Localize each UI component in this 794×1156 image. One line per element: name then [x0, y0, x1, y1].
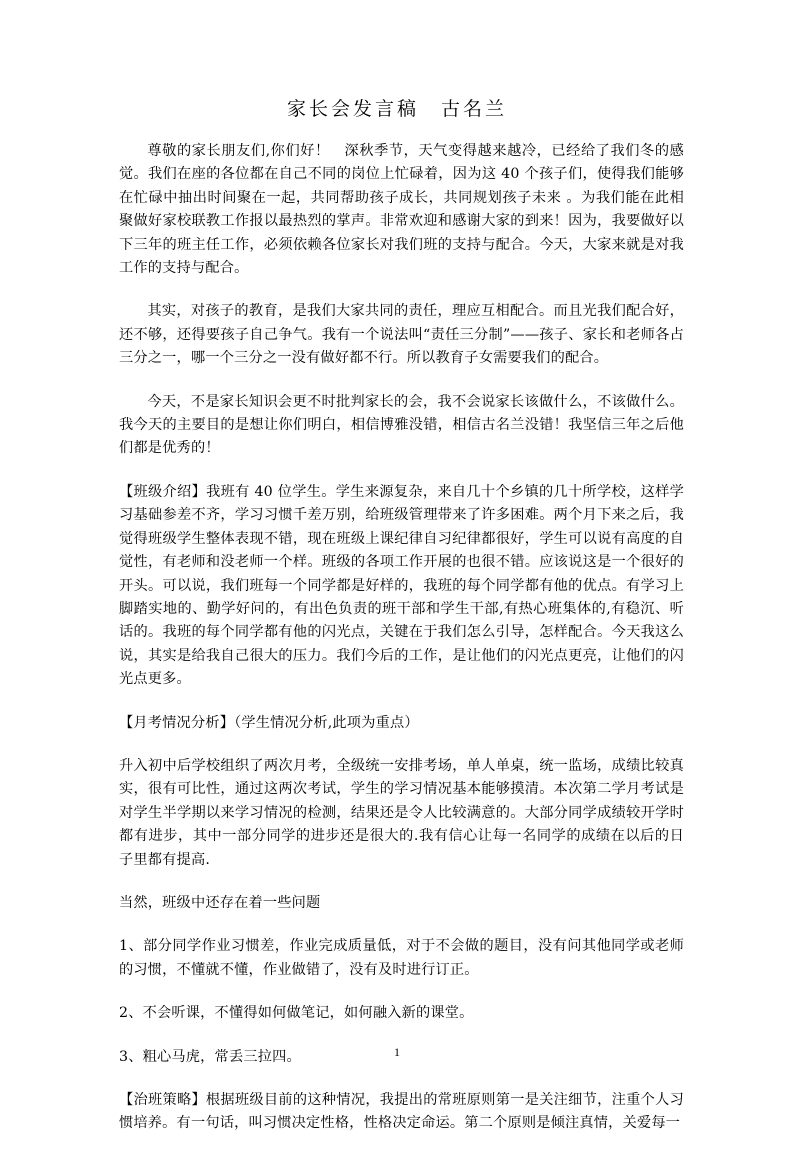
list-item-problem-1: 1、部分同学作业习惯差，作业完成质量低，对于不会做的题目，没有问其他同学或老师的习惯，不懂就不懂，作业做错了，没有及时进行订正。: [119, 938, 684, 978]
paragraph-greeting: 尊敬的家长朋友们,你们好！ 深秋季节，天气变得越来越冷，已经给了我们冬的感觉。我们在座的各位都在自己不同的岗位上忙碌着，因为这 40 个孩子们，使得我们能够在忙碌中抽出时间聚在一起，共同帮助孩子成长，共同规划孩子未来 。为我们能在此相聚做好家校联教工作报以最热烈的掌声。非常欢迎和感谢大家的到来！因为，我要做好以下三年的班主任工作，必须依赖各位家长对我们班的支持与配合。今天，大家来就是对我工作的支持与配合。: [119, 143, 684, 277]
paragraph-shared-responsibility: 其实，对孩子的教育，是我们大家共同的责任，理应互相配合。而且光我们配合好，还不够，还得要孩子自己争气。我有一个说法叫“责任三分制”——孩子、家长和老师各占三分之一，哪一个三分之一没有做好都不行。所以教育子女需要我们的配合。: [119, 303, 684, 367]
paragraph-strategy: 【治班策略】根据班级目前的这种情况，我提出的常班原则第一是关注细节，注重个人习惯培养。有一句话，叫习惯决定性格，性格决定命运。第二个原则是倾注真情，关爱每一: [119, 1092, 684, 1132]
list-item-problem-2: 2、不会听课，不懂得如何做笔记，如何融入新的课堂。: [119, 1005, 474, 1022]
paragraph-purpose: 今天，不是家长知识会更不时批判家长的会，我不会说家长该做什么，不该做什么。我今天的主要目的是想让你们明白，相信博雅没错，相信古名兰没错！我坚信三年之后他们都是优秀的！: [119, 393, 684, 457]
paragraph-problems-intro: 当然，班级中还存在着一些问题: [119, 894, 321, 911]
document-title: 家长会发言稿 古名兰: [286, 98, 507, 120]
document-body: [119, 140, 684, 1156]
paragraph-exam-analysis: 升入初中后学校组织了两次月考，全级统一安排考场，单人单桌，统一监场，成绩比较真实，很有可比性，通过这两次考试，学生的学习情况基本能够摸清。本次第二学月考试是对学生半学期以来学习情况的检测，结果还是令人比较满意的。大部分同学成绩较开学时都有进步，其中一部分同学的进步还是很大的.我有信心让每一名同学的成绩在以后的日子里都有提高.: [119, 757, 684, 868]
list-item-problem-3: 3、粗心马虎，常丢三拉四。: [119, 1048, 301, 1065]
page-number: 1: [394, 1045, 400, 1059]
paragraph-class-intro: 【班级介绍】我班有 40 位学生。学生来源复杂，来自几十个乡镇的几十所学校，这样学习基础参差不齐，学习习惯千差万别，给班级管理带来了许多困难。两个月下来之后，我觉得班级学生整体表现不错，现在班级上课纪律自习纪律都很好，学生可以说有高度的自觉性，有老师和没老师一个样。班级的各项工作开展的也很不错。应该说这是一个很好的开头。可以说，我们班每一个同学都是好样的，我班的每个同学都有他的优点。有学习上脚踏实地的、勤学好问的，有出色负责的班干部和学生干部,有热心班集体的,有稳沉、听话的。我班的每个同学都有他的闪光点，关键在于我们怎么引导，怎样配合。今天我这么说，其实是给我自己很大的压力。我们今后的工作，是让他们的闪光点更亮，让他们的闪光点更多。: [119, 483, 684, 688]
section-heading-exam-analysis: 【月考情况分析】（学生情况分析,此项为重点）: [119, 714, 419, 731]
